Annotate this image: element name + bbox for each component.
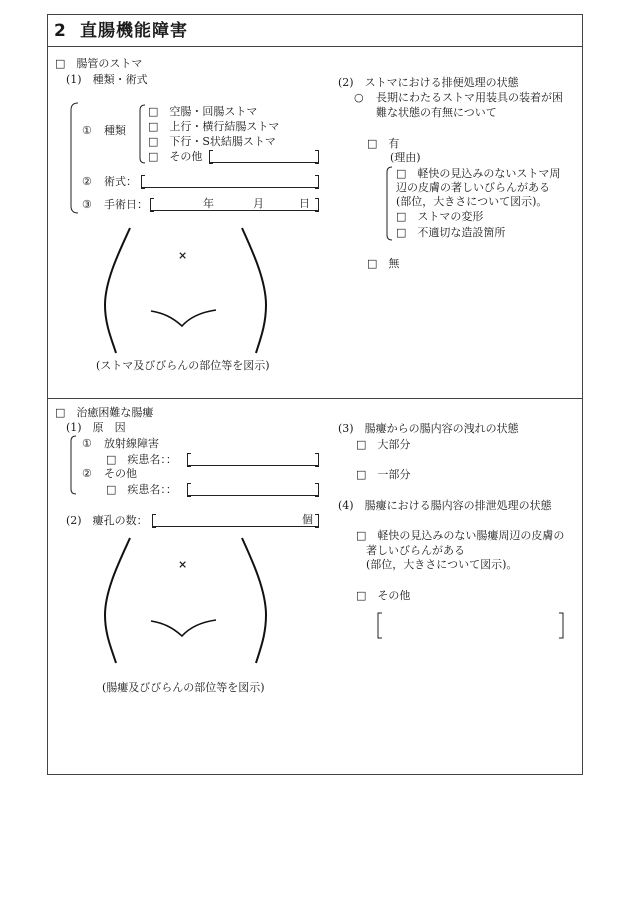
- reason1-checkbox[interactable]: □ 軽快の見込みのないストマ周: [396, 167, 561, 180]
- stoma-diagram-caption: (ストマ及びびらんの部位等を図示): [96, 359, 270, 372]
- stoma-big-brace: [69, 102, 79, 214]
- stoma-heading[interactable]: □ 腸管のストマ: [55, 57, 143, 70]
- question-line2: 難な状態の有無について: [376, 106, 497, 119]
- excretion-other-checkbox[interactable]: □ その他: [356, 589, 411, 602]
- checkbox-no[interactable]: □ 無: [367, 257, 400, 270]
- cause1-label: 放射線障害: [104, 437, 159, 450]
- option-other[interactable]: □ その他: [148, 150, 203, 163]
- leak-state-heading: (3) 腸瘻からの腸内容の洩れの状態: [338, 422, 519, 435]
- header-divider: [47, 46, 583, 47]
- date-month-label: 月: [253, 197, 264, 210]
- excretion-erosion-checkbox[interactable]: □ 軽快の見込みのない腸瘻周辺の皮膚の: [356, 529, 565, 542]
- type-label: 種類: [104, 124, 126, 137]
- page-title: 直腸機能障害: [80, 21, 188, 41]
- question-mark: ○: [354, 91, 364, 104]
- leak-part-checkbox[interactable]: □ 一部分: [356, 468, 411, 481]
- surgery-date-field[interactable]: [150, 198, 319, 211]
- cause1-disease-field[interactable]: [187, 453, 319, 466]
- fistula-heading[interactable]: □ 治癒困難な腸瘻: [55, 406, 154, 419]
- option-ascending-transverse[interactable]: □ 上行・横行結腸ストマ: [148, 120, 280, 133]
- date-day-label: 日: [299, 197, 310, 210]
- reason2-checkbox[interactable]: □ ストマの変形: [396, 210, 484, 223]
- reason-brace: [385, 166, 393, 241]
- fistula-marker: ×: [178, 558, 188, 571]
- date-year-label: 年: [203, 197, 214, 210]
- option-jejunum-ileum[interactable]: □ 空腸・回腸ストマ: [148, 105, 258, 118]
- stoma-type-brace: [138, 104, 146, 164]
- reason1-line3: (部位，大きさについて図示)。: [396, 195, 548, 208]
- leak-most-checkbox[interactable]: □ 大部分: [356, 438, 411, 451]
- excretion-heading: (4) 腸瘻における腸内容の排泄処理の状態: [338, 499, 552, 512]
- section-divider: [47, 398, 583, 399]
- reason3-checkbox[interactable]: □ 不適切な造設箇所: [396, 226, 506, 239]
- surgery-label: 術式：: [104, 175, 137, 188]
- section-number: 2: [54, 21, 67, 41]
- fistula-diagram-caption: (腸瘻及びびらんの部位等を図示): [102, 681, 265, 694]
- question-line1: 長期にわたるストマ用装具の装着が困: [376, 91, 563, 104]
- fistula-count-unit: 個: [302, 513, 313, 526]
- cause2-disease-field[interactable]: [187, 483, 319, 496]
- surgery-date-label: 手術日：: [104, 198, 148, 211]
- cause1-number: ①: [82, 437, 92, 450]
- cause2-number: ②: [82, 467, 92, 480]
- surgery-number: ②: [82, 175, 92, 188]
- cause-brace: [69, 435, 77, 495]
- stoma-type-heading: (1) 種類・術式: [66, 73, 148, 86]
- type-number: ①: [82, 124, 92, 137]
- other-type-field[interactable]: [209, 150, 319, 163]
- fistula-body-diagram[interactable]: [100, 535, 270, 665]
- excretion-erosion-line3: (部位，大きさについて図示)。: [366, 558, 518, 571]
- checkbox-yes[interactable]: □ 有: [367, 137, 400, 150]
- cause2-disease-checkbox[interactable]: □ 疾患名：：: [106, 483, 177, 496]
- reason-label: (理由): [390, 151, 421, 164]
- cause2-label: その他: [104, 467, 137, 480]
- fistula-count-field[interactable]: [152, 514, 319, 527]
- surgery-date-number: ③: [82, 198, 92, 211]
- reason1-line2: 辺の皮膚の著しいびらんがある: [396, 181, 550, 194]
- excretion-erosion-line2: 著しいびらんがある: [366, 544, 465, 557]
- cause-heading: (1) 原 因: [66, 421, 126, 434]
- cause1-disease-checkbox[interactable]: □ 疾患名：：: [106, 453, 177, 466]
- surgery-field[interactable]: [141, 175, 319, 188]
- stoma-marker: ×: [178, 249, 188, 262]
- excretion-other-field[interactable]: [377, 612, 567, 640]
- stoma-body-diagram[interactable]: [100, 225, 270, 355]
- stoma-disposal-heading: (2) ストマにおける排便処理の状態: [338, 76, 519, 89]
- fistula-count-label: (2) 瘻孔の数：: [66, 514, 148, 527]
- option-descending-sigmoid[interactable]: □ 下行・S状結腸ストマ: [148, 135, 276, 148]
